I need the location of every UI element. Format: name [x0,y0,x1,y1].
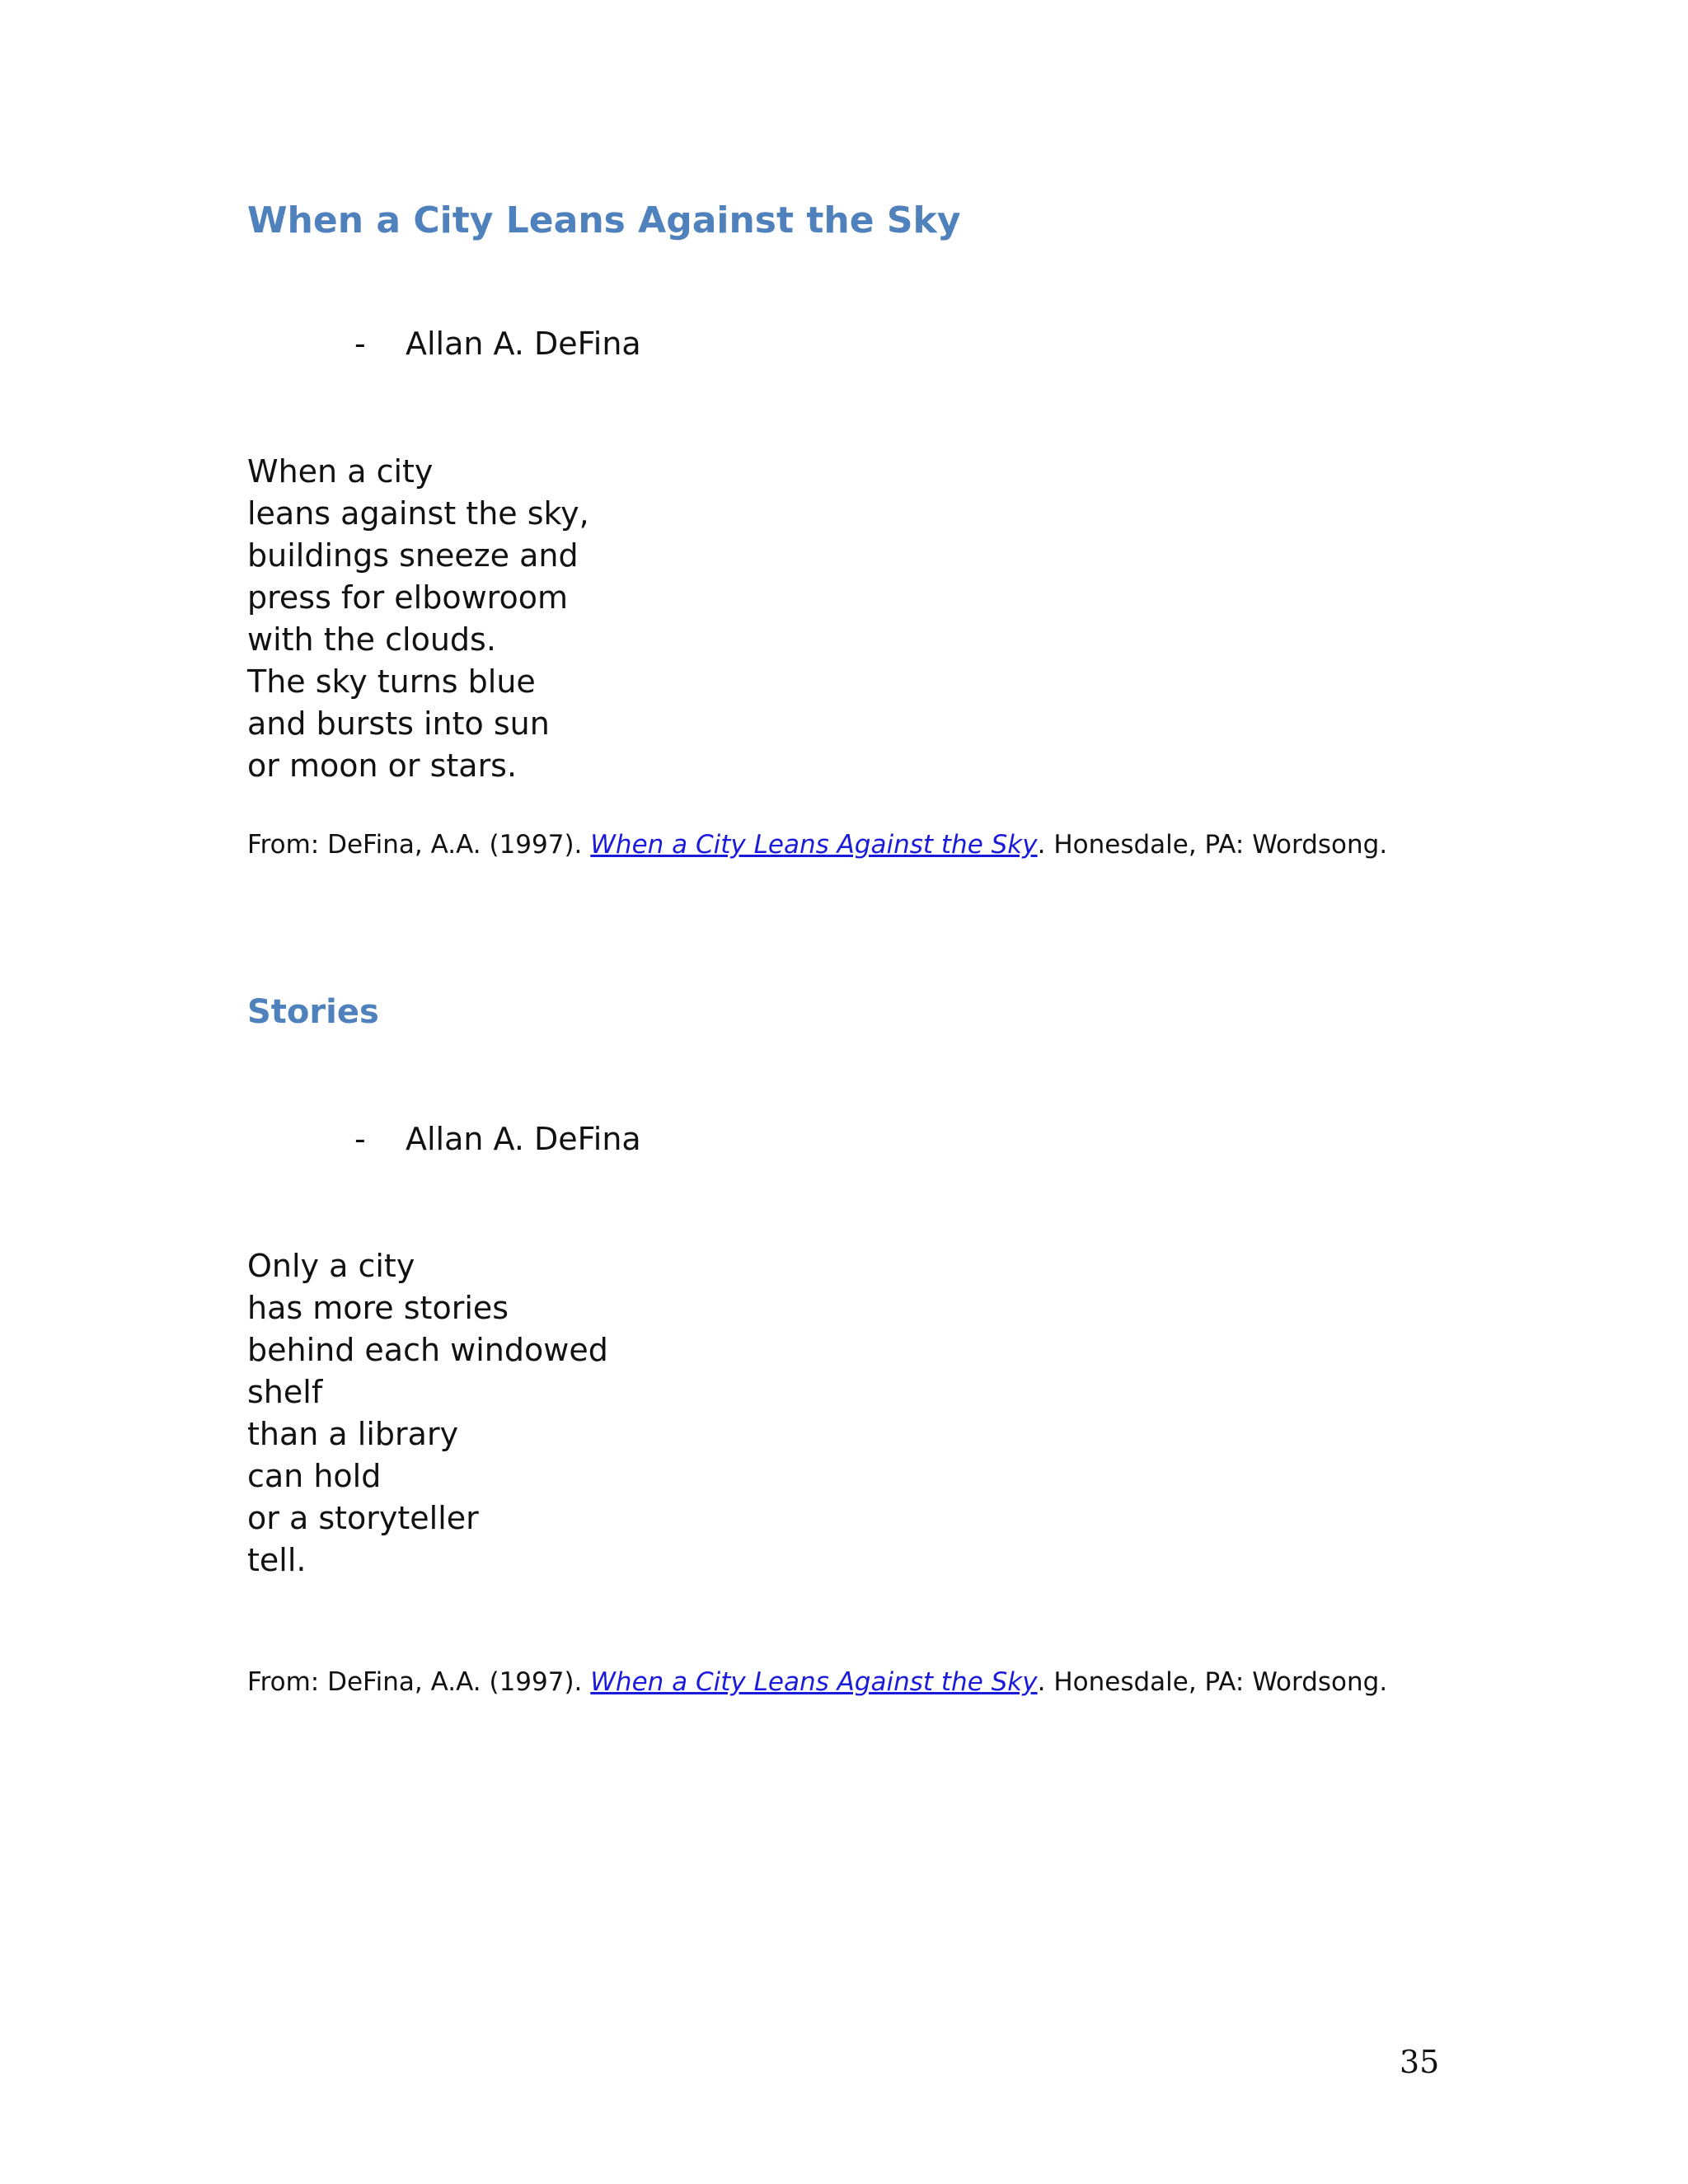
poem-body-city-leans [247,451,589,787]
poem-line: has more stories [247,1290,509,1326]
citation [247,830,1387,860]
poem-author-line [354,326,641,362]
poem-line: or moon or stars. [247,748,518,784]
poem-title-stories: Stories [247,993,379,1031]
poem-line: with the clouds. [247,621,496,658]
poem-line: behind each windowed [247,1332,608,1368]
author-dash: - [354,326,366,362]
page-number: 35 [1400,2044,1440,2080]
poem-line: When a city [247,453,434,490]
poem-line: buildings sneeze and [247,537,579,574]
poem-author-line [354,1121,641,1157]
book-title-link[interactable]: When a City Leans Against the Sky [590,1667,1038,1697]
author-name: Allan A. DeFina [406,326,641,362]
citation [247,1667,1387,1697]
poem-line: press for elbowroom [247,579,568,616]
poem-title-city-leans: When a City Leans Against the Sky [247,199,961,241]
poem-line: The sky turns blue [247,663,536,700]
citation-suffix: . Honesdale, PA: Wordsong. [1037,830,1388,860]
author-dash: - [354,1121,366,1157]
poem-line: can hold [247,1458,382,1494]
citation-prefix: From: DeFina, A.A. (1997). [247,1667,591,1697]
author-name: Allan A. DeFina [406,1121,641,1157]
poem-line: and bursts into sun [247,705,550,742]
citation-prefix: From: DeFina, A.A. (1997). [247,830,591,860]
book-title-link[interactable]: When a City Leans Against the Sky [590,830,1038,860]
poem-line: or a storyteller [247,1500,479,1536]
poem-line: leans against the sky, [247,495,589,532]
poem-line: shelf [247,1374,323,1410]
citation-suffix: . Honesdale, PA: Wordsong. [1037,1667,1388,1697]
poem-line: Only a city [247,1248,415,1284]
poem-body-stories [247,1245,608,1582]
poem-line: than a library [247,1416,459,1452]
poem-line: tell. [247,1542,307,1578]
